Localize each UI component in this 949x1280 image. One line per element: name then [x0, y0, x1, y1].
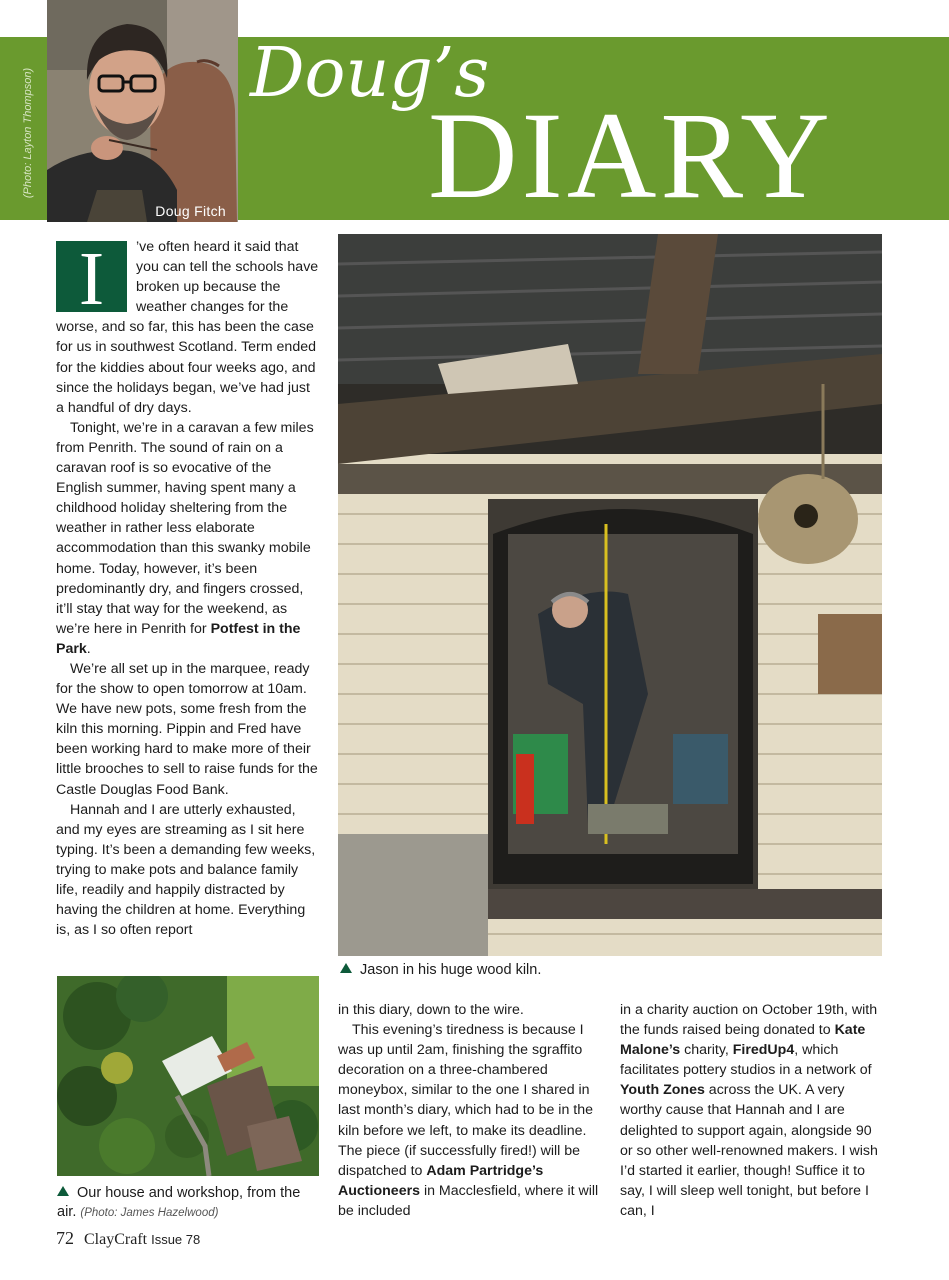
- paragraph-6: This evening’s tiredness is because I was up until 2am, finishing the sgraffito decoration on a three-chambered moneybox, similar to the one I shared in last month’s diary, which had to be in the kiln before we left, to make its deadline. The piece (if successfully fired!) will be dispatched to Adam Partridge’s Auctioneers in Macclesfield, where it will be included: [338, 1022, 599, 1219]
- kiln-illustration: [338, 234, 882, 956]
- paragraph-5: in this diary, down to the wire.: [338, 1002, 524, 1018]
- title-script-doug: Doug’s: [250, 34, 490, 113]
- article-column-1: [56, 237, 321, 940]
- portrait-name-label: Doug Fitch: [155, 203, 226, 219]
- caption-triangle-icon: [57, 1186, 69, 1196]
- title-diary: DIARY: [428, 87, 834, 224]
- kiln-photo: [338, 234, 882, 956]
- paragraph-1: I ’ve often heard it said that you can tell the schools have broken up because the weather changes for the worse, and so far, this has been the case for us in southwest Scotland. Term ended for the kiddies about four weeks ago, and since the holidays began, we’ve had just a handful of dry days.: [56, 237, 319, 416]
- article-column-2: [338, 1000, 604, 1221]
- kiln-caption: Jason in his huge wood kiln.: [340, 961, 880, 980]
- paragraph-7: in a charity auction on October 19th, with the funds raised being donated to Kate Malone’s charity, FiredUp4, which facilitates pottery studios in a network of Youth Zones across the UK. A very worthy cause that Hannah and I are delighted to support again, alongside 90 or so other well-renowned makers. I wish I’d started it earlier, though! Suffice it to say, I will sleep well tonight, but before I can, I: [620, 1002, 878, 1219]
- aerial-illustration: [57, 976, 319, 1176]
- paragraph-3: We’re all set up in the marquee, ready for the show to open tomorrow at 10am. We have new pots, some fresh from the kiln this morning. Pippin and Fred have been working hard to make more of their little brooches to sell to raise funds for the Castle Douglas Food Bank.: [56, 660, 318, 798]
- paragraph-4: Hannah and I are utterly exhausted, and my eyes are streaming as I sit here typing. It’s been a demanding few weeks, trying to make pots and balance family life, readily and happily distracted by having the children at home. Everything is, as I so often report: [56, 801, 316, 939]
- author-portrait-photo: [47, 0, 238, 222]
- aerial-caption: Our house and workshop, from the air. (Photo: James Hazelwood): [57, 1185, 301, 1220]
- portrait-photo-credit: (Photo: Layton Thompson): [22, 67, 34, 199]
- magazine-name: ClayCraft: [84, 1231, 148, 1248]
- drop-cap: I: [56, 241, 127, 312]
- portrait-illustration: [47, 0, 238, 222]
- aerial-photo-credit: (Photo: James Hazelwood): [80, 1207, 219, 1219]
- caption-triangle-icon: [340, 963, 352, 973]
- aerial-photo: [57, 976, 319, 1176]
- page-number: 72: [56, 1228, 74, 1248]
- page-footer: [56, 1228, 200, 1249]
- paragraph-2: Tonight, we’re in a caravan a few miles from Penrith. The sound of rain on a caravan roof is so evocative of the English summer, having spent many a childhood holiday sheltering from the weather in rather less elaborate accommodation than this swanky mobile home. Today, however, it’s been predominantly dry, and fingers crossed, it’ll stay that way for the weekend, as we’re here in Penrith for Potfest in the Park.: [56, 419, 314, 657]
- article-column-3: [620, 1000, 886, 1221]
- issue-number: Issue 78: [151, 1232, 201, 1247]
